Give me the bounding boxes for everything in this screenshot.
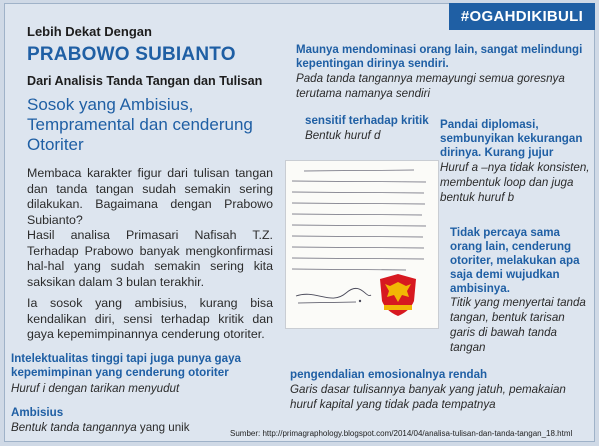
trait-description: Garis dasar tulisannya banyak yang jatuh, pemakaian huruf kapital yang tidak pada tempatnya <box>290 383 566 411</box>
headline <box>27 95 253 155</box>
trait-title: Tidak percaya sama orang lain, cenderung otoriter, melakukan apa saja demi wujudkan ambisinya. <box>450 226 580 295</box>
trait-description: Huruf i dengan tarikan menyudut <box>11 382 180 395</box>
trait-description <box>11 420 231 435</box>
trait-title: Pandai diplomasi, sembunyikan kekurangan dirinya. Kurang jujur <box>440 118 583 159</box>
subtitle: Dari Analisis Tanda Tangan dan Tulisan <box>27 74 263 88</box>
source-link[interactable]: Sumber: http://primagraphology.blogspot.com/2014/04/analisa-tulisan-dan-tanda-tangan_18.html <box>230 429 573 438</box>
trait-title: pengendalian emosionalnya rendah <box>290 368 488 381</box>
trait-title: Maunya mendominasi orang lain, sangat melindungi kepentingan dirinya sendiri. <box>296 44 583 70</box>
trait-description-plain: yang unik <box>136 421 190 434</box>
headline-line: Sosok yang Ambisius, <box>27 95 194 114</box>
name-title: PRABOWO SUBIANTO <box>27 44 236 65</box>
headline-line: Tempramental dan cenderung <box>27 115 253 134</box>
trait-description: Huruf a –nya tidak konsisten, membentuk loop dan juga bentuk huruf b <box>440 161 590 204</box>
handwriting-sample <box>285 160 439 329</box>
hashtag-badge: #OGAHDIKIBULI <box>449 3 595 30</box>
trait-description: Bentuk huruf d <box>305 129 381 142</box>
trait-title: Ambisius <box>11 406 64 419</box>
trait-title: Intelektualitas tinggi tapi juga punya gaya kepemimpinan yang cenderung otoriter <box>11 352 241 379</box>
trait-description: Pada tanda tangannya memayungi semua goresnya terutama namanya sendiri <box>296 72 565 100</box>
body-paragraph: Ia sosok yang ambisius, kurang bisa kendalikan diri, sensi terhadap kritik dan gaya kepemimpinannya cenderung otoriter. <box>27 296 273 342</box>
body-paragraph: Hasil analisa Primasari Nafisah T.Z. Terhadap Prabowo banyak mengkonfirmasi hal-hal yang sudah semakin sering kita saksikan dalam 3 bulan terakhir. <box>27 228 273 289</box>
body-paragraph: Membaca karakter figur dari tulisan tangan dan tanda tangan sudah semakin sering dilakukan. Bagaimana dengan Prabowo Subianto? <box>27 166 273 227</box>
pre-title: Lebih Dekat Dengan <box>27 24 152 39</box>
trait-description: Titik yang menyertai tanda tangan, bentuk tarisan garis di bawah tanda tangan <box>450 296 586 354</box>
garuda-logo-icon <box>378 273 418 317</box>
trait-title: sensitif terhadap kritik <box>305 114 429 127</box>
trait-description-italic: Bentuk tanda tangannya <box>11 421 137 434</box>
headline-line: Otoriter <box>27 135 84 154</box>
